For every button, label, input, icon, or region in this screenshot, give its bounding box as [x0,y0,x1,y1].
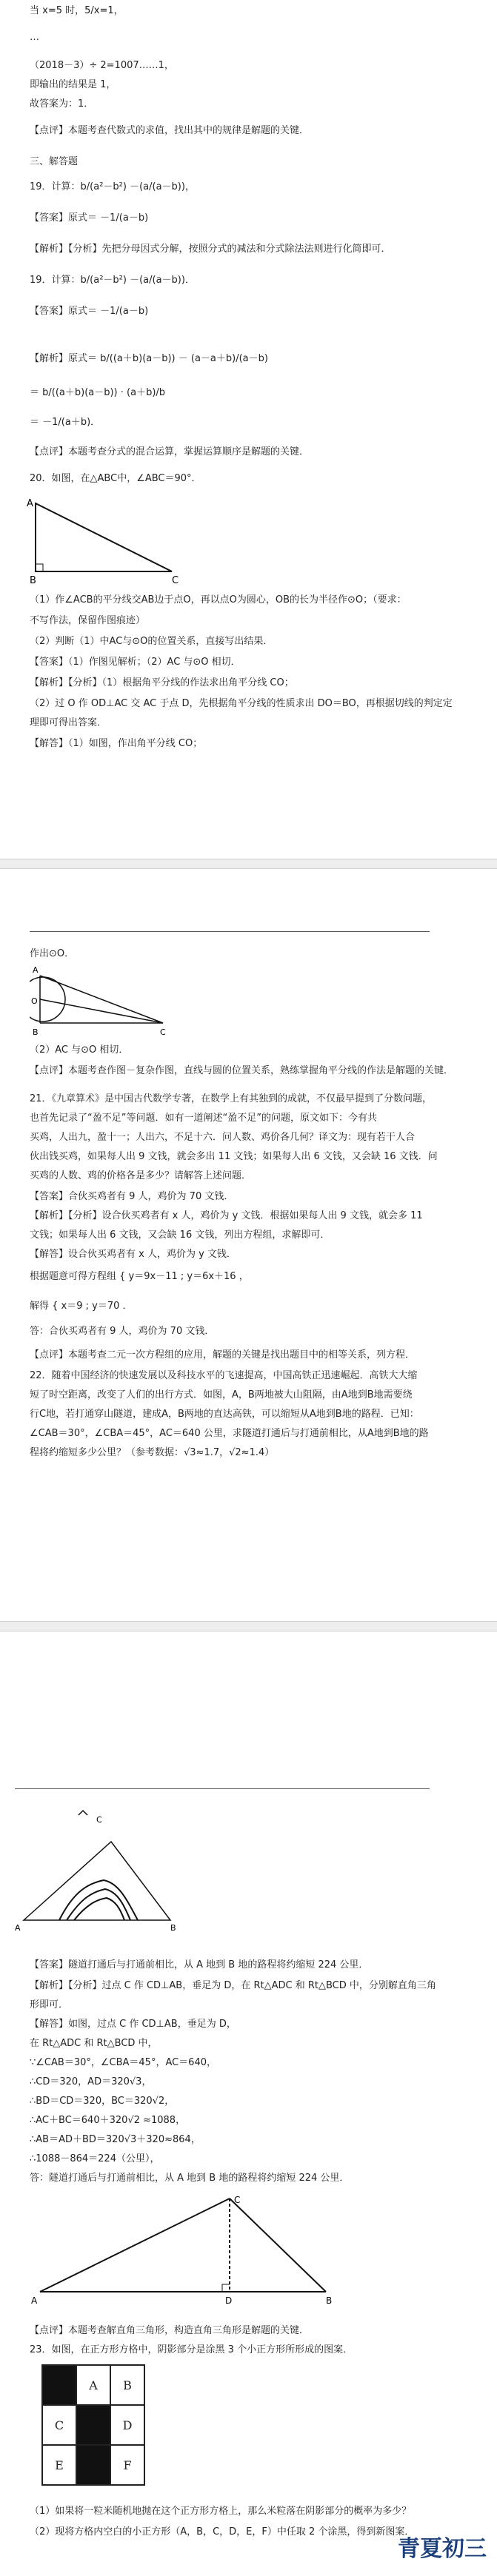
text-line: ∴CD＝320，AD＝320√3， [30,2076,152,2087]
point-label-A: A [31,2295,38,2306]
figure-20-triangle [27,497,197,586]
text-line: 伙出钱买鸡，如果每人出 9 文钱，就会多出 11 文钱；如果每人出 6 文钱，又会缺 16 文钱．问 [30,1151,438,1162]
text-line: ∠CAB＝30°，∠CBA＝45°，AC＝640 公里，求隧道打通后与打通前相比，从A地到B地的路 [30,1428,429,1439]
text-line: 20．如图，在△ABC中，∠ABC＝90°． [30,473,201,484]
text-line: 【答案】原式＝ －1/(a－b) [30,212,149,224]
text-line: 作出⊙O． [30,948,75,959]
figure-22-mountain [15,1809,193,1935]
text-line: 【答案】（1）作图见解析；（2）AC 与⊙O 相切． [30,657,241,668]
text-line: 19．计算：b/(a²－b²) －(a/(a－b))， [30,181,195,192]
grid-cell: C [42,2405,76,2445]
text-line: 【答案】隧道打通后与打通前相比，从 A 地到 B 地的路程将约缩短 224 公里． [30,1959,369,1970]
text-line: 理即可得出答案． [30,717,107,728]
grid-cell: B [110,2365,144,2405]
text-line: ＝ －1/(a＋b)． [30,417,101,428]
point-label-C: C [160,1027,166,1037]
text-line: （2）过 O 作 OD⊥AC 交 AC 于点 D，先根据角平分线的性质求出 DO＝BO，再根据切线的判定定 [30,698,453,709]
page-separator [0,1621,497,1631]
text-line: 【解析】【分析】过点 C 作 CD⊥AB，垂足为 D，在 Rt△ADC 和 Rt△BCD 中，分别解直角三角 [30,1980,436,1991]
text-line: 【点评】本题考查分式的混合运算，掌握运算顺序是解题的关键． [30,446,310,457]
text-line: ∴BD＝CD＝320，BC＝320√2， [30,2096,175,2107]
text-line: 也首先记录了“盈不足”等问题．如有一道阐述“盈不足”的问题，原文如下：今有共 [30,1113,377,1124]
grid-cell: E [42,2445,76,2485]
text-line: ∵∠CAB＝30°，∠CBA＝45°，AC＝640， [30,2057,216,2068]
text-line: 【点评】本题考查作图－复杂作图，直线与圆的位置关系，熟练掌握角平分线的作法是解题的关键． [30,1065,454,1076]
text-line: 故答案为：1． [30,98,94,110]
grid-cell-shaded [76,2405,110,2445]
text-line: 答：隧道打通后与打通前相比，从 A 地到 B 地的路程将约缩短 224 公里． [30,2173,350,2184]
text-line: 短了时空距离，改变了人们的出行方式．如图，A，B两地被大山阻隔，由A地到B地需要绕 [30,1389,413,1401]
text-line: （2018－3）÷ 2=1007……1， [30,60,174,71]
text-line: 【解答】（1）如图，作出角平分线 CO； [30,738,203,749]
text-line: 程将约缩短多少公里？（参考数据：√3≈1.7，√2≈1.4） [30,1447,275,1458]
text-line: 【解答】如图，过点 C 作 CD⊥AB，垂足为 D， [30,2019,236,2030]
grid-cell-shaded [42,2365,76,2405]
grid-cell: D [110,2405,144,2445]
grid-cell: A [76,2365,110,2405]
text-line: 【点评】本题考查解直角三角形，构造直角三角形是解题的关键． [30,2325,310,2336]
point-label-O: O [31,996,38,1006]
text-line: 【解析】【分析】先把分母因式分解，按照分式的减法和分式除法法则进行化简即可． [30,244,391,255]
text-line: ∴AB＝AD＋BD＝320√3＋320≈864， [30,2134,201,2145]
point-label-B: B [326,2295,333,2306]
point-label-A: A [15,1923,21,1933]
text-line: 即输出的结果是 1， [30,79,116,90]
text-line: 【点评】本题考查代数式的求值，找出其中的规律是解题的关键． [30,125,310,136]
point-label-C: C [172,575,179,586]
text-line: 【点评】本题考查二元一次方程组的应用，解题的关键是找出题目中的相等关系，列方程． [30,1349,416,1361]
text-line: （2）现将方格内空白的小正方形（A，B，C，D，E，F）中任取 2 个涂黑，得到新图案． [30,2526,415,2538]
text-line: （2）AC 与⊙O 相切． [30,1044,129,1056]
page-separator [0,859,497,869]
header-rule [30,931,430,932]
point-label-A: A [27,498,33,509]
text-line: （2）判断（1）中AC与⊙O的位置关系，直接写出结果． [30,636,273,647]
page-2 [0,869,497,1580]
header-rule [15,1788,430,1789]
text-line: 形即可． [30,1999,69,2010]
grid-cell-shaded [76,2445,110,2485]
point-label-D: D [225,2295,233,2306]
point-label-C: C [96,1815,102,1825]
point-label-A: A [33,965,39,975]
point-label-B: B [30,575,36,586]
text-line: 解得 { x＝9 ; y＝70 ． [30,1301,133,1312]
text-line: 【答案】原式＝ －1/(a－b) [30,306,149,317]
text-line: 【解析】【分析】（1）根据角平分线的作法求出角平分线 CO； [30,677,294,688]
watermark-logo: 青夏初三 [398,2536,487,2562]
text-line: 21．《九章算术》是中国古代数学专著，在数学上有其独到的成就，不仅最早提到了分数问题， [30,1093,433,1104]
text-line: 【解析】【分析】设合伙买鸡者有 x 人，鸡价为 y 文钱．根据如果每人出 9 文钱，就会多 11 [30,1210,423,1221]
figure-23-grid [41,2364,145,2486]
text-line: 在 Rt△ADC 和 Rt△BCD 中， [30,2038,158,2049]
text-line: 23．如图，在正方形方格中，阴影部分是涂黑 3 个小正方形所形成的图案． [30,2344,353,2355]
text-line: 当 x=5 时，5/x=1， [30,5,124,16]
text-line: ＝ b/((a＋b)(a－b)) · (a＋b)/b [30,387,166,398]
page-3 [0,1631,497,2576]
page-1 [0,0,497,977]
text-line: 答：合伙买鸡者有 9 人，鸡价为 70 文钱． [30,1326,215,1337]
text-line: … [30,32,39,43]
figure-22-solution [15,2191,341,2310]
text-line: 【解析】原式＝ b/((a＋b)(a－b)) － (a－a＋b)/(a－b) [30,353,268,364]
text-line: 【答案】合伙买鸡者有 9 人，鸡价为 70 文钱． [30,1191,234,1202]
text-line: 【解答】设合伙买鸡者有 x 人，鸡价为 y 文钱． [30,1249,236,1260]
text-line: 19．计算：b/(a²－b²) －(a/(a－b))． [30,275,195,286]
text-line: 根据题意可得方程组 { y＝9x－11 ; y＝6x＋16 ， [30,1271,249,1282]
point-label-B: B [33,1027,39,1037]
text-line: 买鸡，人出九，盈十一；人出六，不足十六．问人数、鸡价各几何？译文为：现有若干人合 [30,1132,416,1143]
text-line: 文钱；如果每人出 6 文钱，又会缺 16 文钱，列出方程组，求解即可． [30,1230,330,1241]
text-line: ∴AC＋BC＝640＋320√2 ≈1088， [30,2115,186,2126]
point-label-C: C [234,2195,241,2205]
text-line: 行C地，若打通穿山隧道，建成A，B两地的直达高铁，可以缩短从A地到B地的路程．已知： [30,1409,419,1420]
text-line: 买鸡的人数、鸡的价格各是多少？请解答上述问题． [30,1170,252,1181]
text-line: （1）如果将一粒米随机地抛在这个正方形方格上，那么米粒落在阴影部分的概率为多少？ [30,2506,412,2517]
text-line: （1）作∠ACB的平分线交AB边于点O，再以点O为圆心，OB的长为半径作⊙O；（要求： [30,594,407,606]
figure-20-solution [30,965,178,1039]
grid-cell: F [110,2445,144,2485]
point-label-B: B [170,1923,176,1933]
text-line: ∴1088－864＝224（公里）， [30,2153,160,2164]
section-heading: 三、解答题 [30,156,79,167]
text-line: 22．随着中国经济的快速发展以及科技水平的飞速提高，中国高铁正迅速崛起．高铁大大缩 [30,1370,418,1381]
text-line: 不写作法，保留作图痕迹） [30,615,146,626]
